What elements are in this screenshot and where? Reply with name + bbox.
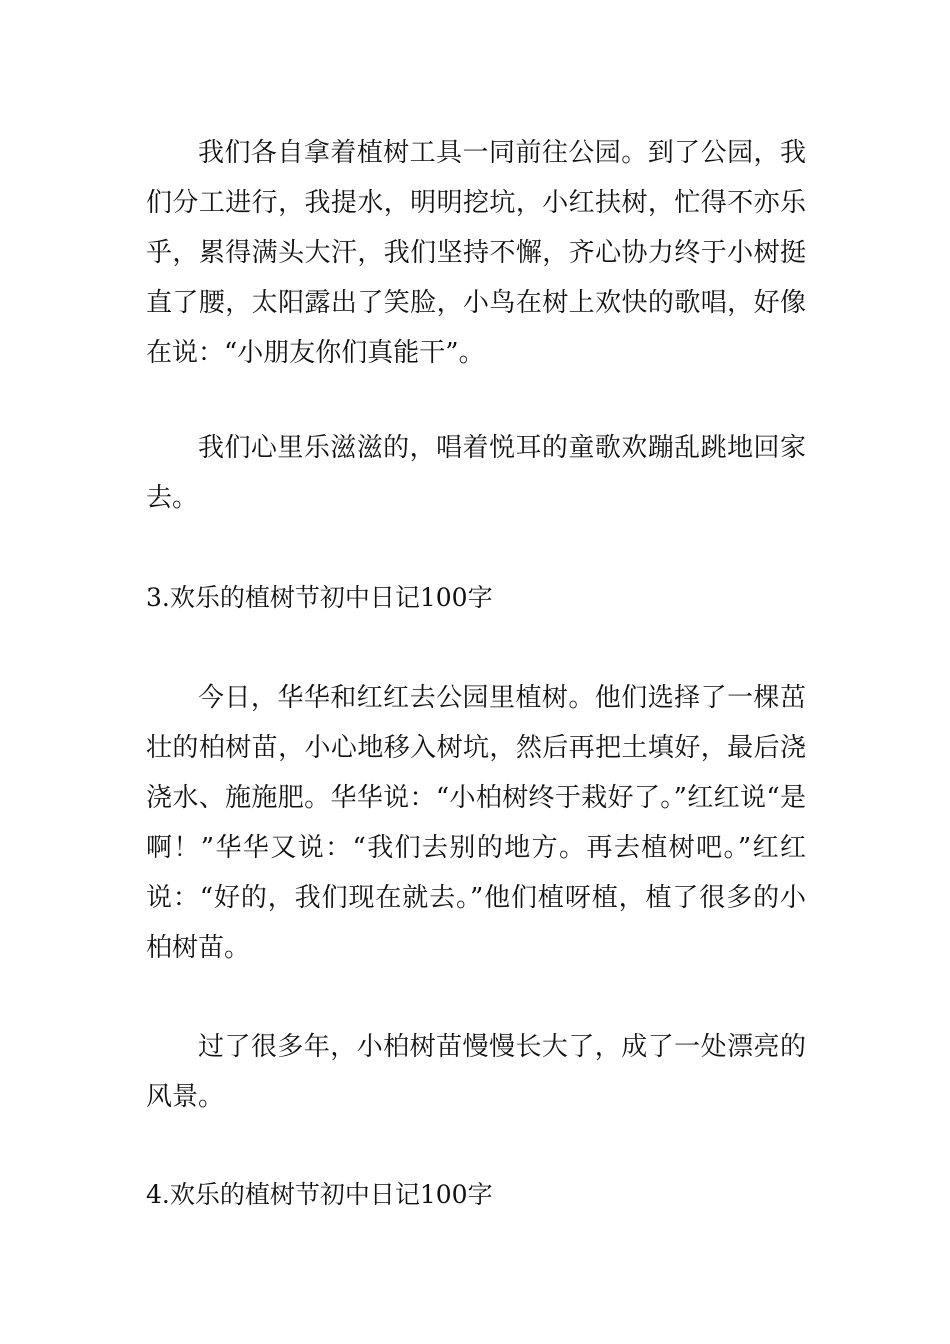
- paragraph-going-home: 我们心里乐滋滋的，唱着悦耳的童歌欢蹦乱跳地回家去。: [146, 433, 806, 513]
- paragraph-huahua-honghong: 今日，华华和红红去公园里植树。他们选择了一棵茁壮的柏树苗，小心地移入树坑，然后再把土填好，最后浇浇水、施施肥。华华说：“小柏树终于栽好了。”红红说“是啊！”华华又说：“我们去别的地方。再去植树吧。”红红说：“好的，我们现在就去。”他们植呀植，植了很多的小柏树苗。: [146, 683, 806, 963]
- section-heading-4: 4.欢乐的植树节初中日记100字: [146, 1180, 493, 1209]
- paragraph-planting-trip: 我们各自拿着植树工具一同前往公园。到了公园，我们分工进行，我提水，明明挖坑，小红扶树，忙得不亦乐乎，累得满头大汗，我们坚持不懈，齐心协力终于小树挺直了腰，太阳露出了笑脸，小鸟在树上欢快的歌唱，好像在说：“小朋友你们真能干”。: [146, 138, 806, 368]
- paragraph-many-years-later: 过了很多年，小柏树苗慢慢长大了，成了一处漂亮的风景。: [146, 1032, 806, 1112]
- section-heading-3: 3.欢乐的植树节初中日记100字: [146, 583, 493, 612]
